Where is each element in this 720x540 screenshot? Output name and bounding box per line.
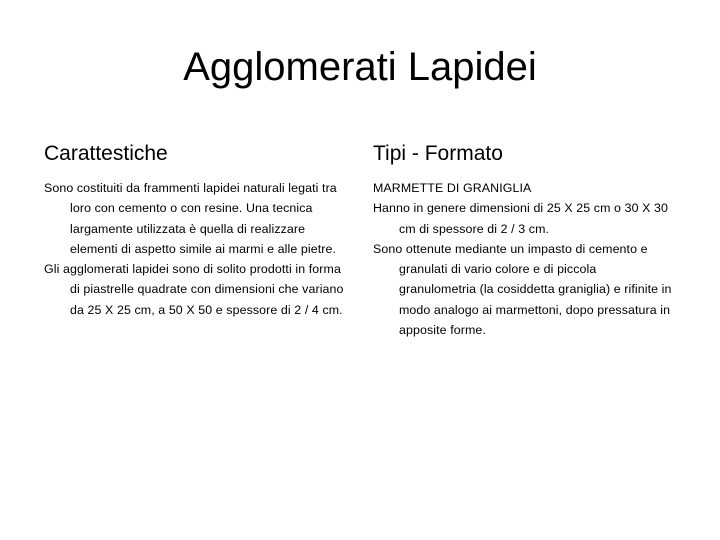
left-column-heading: Carattestiche	[44, 142, 168, 165]
slide-title: Agglomerati Lapidei	[183, 45, 537, 89]
right-column	[373, 140, 673, 340]
left-paragraph-2: Gli agglomerati lapidei sono di solito prodotti in forma di piastrelle quadrate con dimensioni che variano da 25 X 25 cm, a 50 X 50 e spessore di 2 / 4 cm.	[44, 262, 344, 317]
right-paragraph-1: MARMETTE DI GRANIGLIA	[373, 181, 532, 195]
left-column	[44, 140, 344, 320]
right-column-heading: Tipi - Formato	[373, 142, 503, 165]
left-paragraph-1: Sono costituiti da frammenti lapidei naturali legati tra loro con cemento o con resine. Una tecnica largamente utilizzata è quella di realizzare elementi di aspetto simile ai marmi e alle pietre.	[44, 181, 337, 256]
right-paragraph-2: Hanno in genere dimensioni di 25 X 25 cm o 30 X 30 cm di spessore di 2 / 3 cm.	[373, 201, 668, 236]
right-paragraph-3: Sono ottenute mediante un impasto di cemento e granulati di vario colore e di piccola granulometria (la cosiddetta graniglia) e rifinite in modo analogo ai marmettoni, dopo pressatura in apposite forme.	[373, 241, 672, 338]
